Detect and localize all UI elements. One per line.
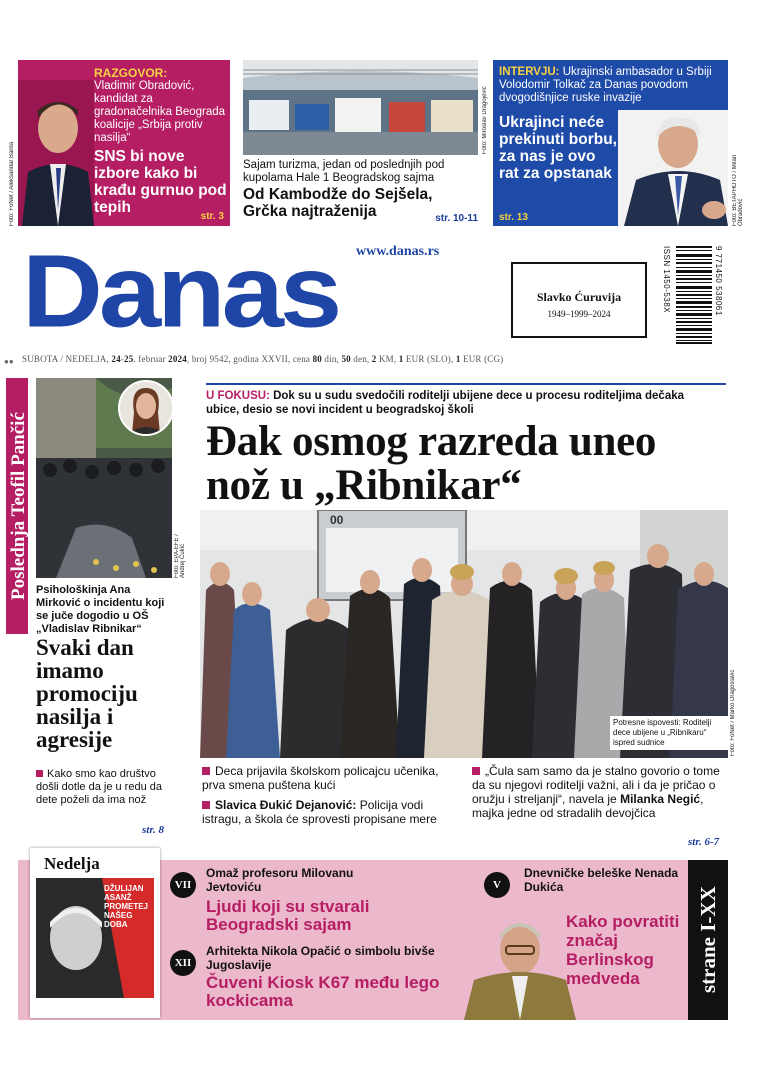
dateline-part: 1 (455, 354, 461, 364)
memorial-box (511, 262, 647, 338)
bullet-speaker: Milanka Negić (620, 792, 701, 806)
dateline-part: din, (321, 354, 342, 364)
dateline-part: SUBOTA / NEDELJA, (22, 354, 112, 364)
dateline-part: EUR (SLO), (403, 354, 456, 364)
column-label: Poslednja Teofil Pančić (8, 412, 29, 600)
bullet-point (202, 764, 452, 792)
supplement-headline[interactable]: Ljudi koji su stvarali Beogradski sajam (206, 897, 370, 934)
page-ref: str. 3 (200, 211, 224, 222)
supplement-kicker: Arhitekta Nikola Opačić o simbolu bivše Jugoslavije (206, 944, 435, 972)
section-number-badge: XII (170, 950, 196, 976)
column-label-bar[interactable] (6, 378, 28, 634)
bullet-text: Kako smo kao društvo došli dotle da je u redu da dete poželi da ima nož (36, 768, 162, 806)
supplement-headline[interactable]: Čuveni Kiosk K67 među lego kockicama (206, 973, 440, 1010)
svg-text:00: 00 (330, 513, 344, 527)
dateline-part: 24 (111, 354, 121, 364)
teaser-description: Sajam turizma, jedan od poslednjih pod kupolama Hale 1 Beogradskog sajma (243, 159, 445, 184)
magazine-cover[interactable] (30, 848, 160, 1018)
teaser-headline: SNS bi nove izbore kako bi krađu gurnuo pod tepih (94, 148, 227, 216)
bullet-marker (202, 767, 210, 775)
column-kicker: Psihološkinja Ana Mirković o incidentu koji se juče dogodio u OŠ „Vladislav Ribnikar“ (36, 584, 165, 635)
focus-text: Dok su u sudu svedočili roditelji ubijene dece u procesu roditeljima dečaka ubice, desio se novi incident u beogradskoj školi (206, 390, 685, 416)
dateline-part: 2024 (168, 354, 187, 364)
bullet-speaker: Slavica Đukić Dejanović: (215, 798, 357, 812)
website-url[interactable]: www.danas.rs (356, 244, 440, 259)
bullet-marker (36, 770, 43, 777)
main-headline[interactable]: Đak osmog razreda uneo nož u „Ribnikar“ (206, 418, 657, 509)
focus-kicker-line (206, 389, 716, 417)
supplement-kicker: Omaž profesoru Milovanu Jevtoviću (206, 866, 354, 894)
bullet-point (472, 764, 722, 820)
fair-hall-photo (243, 60, 478, 155)
page-ref[interactable]: str. 6-7 (688, 836, 720, 848)
bullet-text: Deca prijavila školskom policajcu učenika, prva smena puštena kući (202, 764, 439, 792)
page-ref: str. 13 (499, 212, 528, 223)
photo-credit: Foto: FoNet / Aleksandar Barda (9, 141, 15, 226)
dateline-part: . februar (133, 354, 169, 364)
section-number-badge: VII (170, 872, 196, 898)
teaser-tourism-fair[interactable] (243, 60, 478, 226)
page-ref[interactable]: str. 8 (142, 824, 165, 836)
intro-text: Vladimir Obradović, kandidat za gradonačelnika Beograda koalicije „Srbija protiv nasilja“ (94, 80, 226, 144)
dateline-part: den, (350, 354, 372, 364)
dateline-part: 1 (398, 354, 404, 364)
barcode (662, 246, 726, 344)
supplement-kicker: Dnevničke beleške Nenada Dukića (524, 866, 679, 894)
teaser-headline: Od Kambodže do Sejšela, Grčka najtraženija (243, 186, 433, 220)
supplement-pages-label: strane I-XX (696, 886, 720, 994)
photo-credit: Foto: FoNet / Marko Dragoslavić (730, 669, 736, 756)
dateline-part: , broj 9542, godina XXVII, cena (186, 354, 313, 364)
column-bullet (36, 768, 166, 807)
section-number-badge: V (484, 872, 510, 898)
bullet-text: Policija vodi istragu, a škola će sprovesti propisane mere (202, 798, 437, 826)
section-rule (206, 383, 726, 385)
barcode-number: 9 771450 538061 (714, 246, 723, 316)
dateline-part: EUR (CG) (460, 354, 504, 364)
intro-body: Ukrajinski ambasador u Srbiji Volodomir Tolkač za Danas povodom dvogodišnjice ruske invazije (499, 66, 712, 104)
dateline-part: - (120, 354, 124, 364)
teaser-interview-tolkac[interactable] (493, 60, 728, 226)
dateline-part: KM, (376, 354, 399, 364)
bullet-text: , majka jedne od stradalih devojčica (472, 792, 704, 820)
magazine-cover-headline: DŽULIJAN ASANŽ PROMETEJ NAŠEG DOBA (104, 884, 149, 929)
page-ref: str. 10-11 (435, 213, 478, 224)
focus-kicker: U FOKUSU: (206, 390, 270, 402)
newspaper-logo[interactable]: Danas (22, 233, 339, 349)
supplement-headline[interactable]: Kako povratiti značaj Berlinskog medveda (566, 912, 680, 988)
issn-label: ISSN 1450-538X (662, 246, 671, 314)
teaser-interview-obradovic[interactable] (18, 60, 230, 226)
barcode-bars (676, 246, 712, 344)
dateline-part: 2 (371, 354, 377, 364)
author-photo (460, 910, 580, 1020)
intro-text (499, 66, 724, 105)
photo-caption: Potresne ispovesti: Roditelji dece ubijene u „Ribnikaru“ ispred sudnice (610, 716, 728, 750)
column-headline[interactable]: Svaki dan imamo promociju nasilja i agresije (36, 635, 138, 752)
dateline-part: 50 (341, 354, 351, 364)
kicker: INTERVJU: (499, 66, 560, 78)
memorial-name: Slavko Ćuruvija (536, 290, 622, 304)
columnist-avatar (118, 380, 174, 436)
photo-credit: Foto: BETAPHOTO / Milan Obradović (732, 154, 744, 226)
photo-credit: Foto: EPA-EFE / Andrej Čukić (174, 534, 186, 578)
portrait-photo (618, 110, 728, 226)
bullet-marker (202, 801, 210, 809)
dateline-part: 80 (312, 354, 322, 364)
teaser-headline: Ukrajinci neće prekinuti borbu, za nas je ovo rat za opstanak (499, 114, 617, 182)
magazine-title: Nedelja (44, 854, 100, 873)
dateline (22, 354, 503, 364)
bullet-marker (472, 767, 480, 775)
dateline-part: 25 (124, 354, 134, 364)
portrait-photo (18, 80, 94, 226)
bullet-point (202, 798, 462, 826)
supplement-pages-bar[interactable] (688, 860, 728, 1020)
photo-credit: Foto: Miroslav Dragojević (482, 86, 488, 154)
kicker: RAZGOVOR: (94, 66, 168, 80)
memorial-years: 1949–1999–2024 (547, 309, 611, 319)
dateline-dots: ●● (4, 357, 14, 366)
bullet-text: „Čula sam samo da je stalno govorio o tome da su njegovi roditelji važni, ali i da je pričao o oružju i streljanji“, navela je (472, 764, 720, 806)
